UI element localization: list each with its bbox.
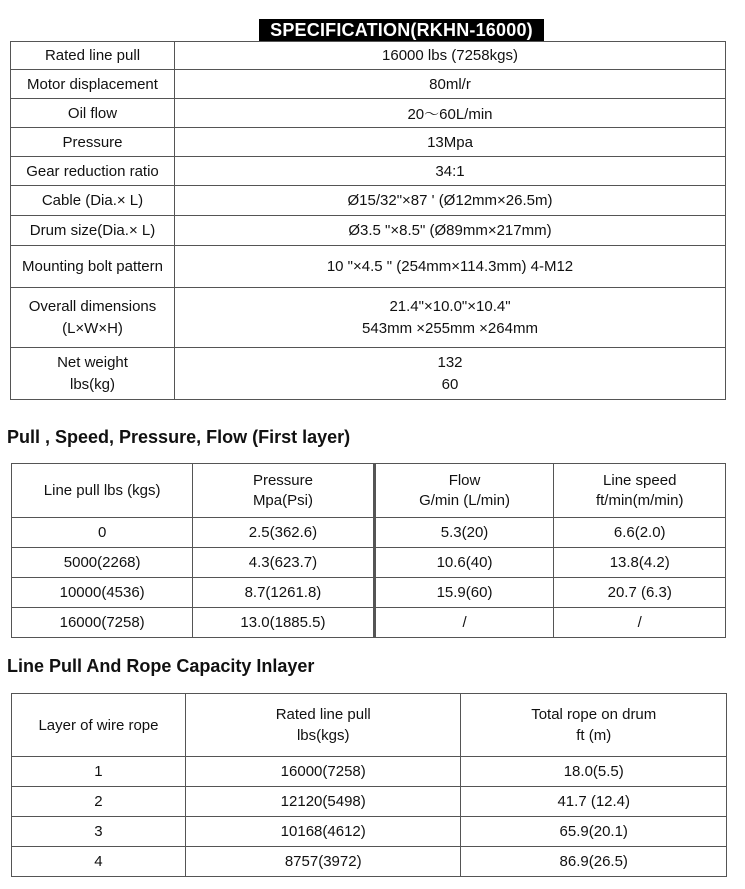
column-header [461,694,727,757]
table-cell: 2 [12,787,186,817]
table-cell: 13.8(4.2) [554,548,726,578]
spec-row [11,246,726,288]
column-header-line: Rated line pull [275,706,371,723]
table-cell: 10168(4612) [185,817,461,847]
table-cell: / [374,608,554,638]
spec-label: Motor displacement [11,70,175,99]
table-cell: 6.6(2.0) [554,518,726,548]
spec-value-line: 132 [437,353,463,371]
spec-value-line: 543mm ×255mm ×264mm [362,319,538,337]
spec-value: 20～60L/min [175,99,726,128]
table-cell: 15.9(60) [374,578,554,608]
table-row [12,787,727,817]
spec-value-line: 60 [441,375,459,393]
spec-label-line: Net weight [57,353,128,371]
column-header-line: Total rope on drum [531,706,657,723]
column-header-line: Layer of wire rope [38,716,159,734]
spec-row [11,128,726,157]
spec-label: Gear reduction ratio [11,157,175,186]
spec-label [11,288,175,348]
column-header-line: Line speed [603,471,677,489]
table-row [12,757,727,787]
column-header-line: ft/min(m/min) [595,491,684,509]
spec-label: Pressure [11,128,175,157]
column-header [185,694,461,757]
table-cell: 20.7 (6.3) [554,578,726,608]
column-header-line: Line pull lbs (kgs) [43,481,161,499]
column-header [193,464,374,518]
spec-value: 80ml/r [175,70,726,99]
table-cell: 12120(5498) [185,787,461,817]
spec-row [11,186,726,216]
table-cell: 5000(2268) [12,548,193,578]
spec-value-line: 21.4"×10.0"×10.4" [389,297,511,315]
spec-label: Oil flow [11,99,175,128]
column-header-line: Pressure [252,471,313,489]
spec-value: 34:1 [175,157,726,186]
header-row [12,464,726,518]
column-header [554,464,726,518]
spec-row [11,99,726,128]
table-cell: 16000(7258) [185,757,461,787]
column-header [12,464,193,518]
perf-heading: Pull , Speed, Pressure, Flow (First layer) [7,427,351,447]
spec-value: Ø15/32"×87 ' (Ø12mm×26.5m) [175,186,726,216]
spec-row [11,216,726,246]
table-cell: 10000(4536) [12,578,193,608]
spec-value [175,348,726,400]
table-row [12,548,726,578]
table-cell: / [554,608,726,638]
spec-value: 10 "×4.5 " (254mm×114.3mm) 4-M12 [175,246,726,288]
table-cell: 65.9(20.1) [461,817,727,847]
spec-title: SPECIFICATION(RKHN-16000) [259,19,544,41]
table-row [12,817,727,847]
spec-row [11,157,726,186]
spec-label-line: Overall dimensions [28,297,157,315]
table-cell: 2.5(362.6) [193,518,374,548]
table-cell: 8757(3972) [185,847,461,877]
spec-label [11,348,175,400]
spec-label: Drum size(Dia.× L) [11,216,175,246]
table-row [12,578,726,608]
perf-table [11,463,726,638]
spec-label: Cable (Dia.× L) [11,186,175,216]
column-header [374,464,554,518]
table-row [12,847,727,877]
column-header-line: Flow [448,471,481,489]
spec-value: 16000 lbs (7258kgs) [175,42,726,70]
table-cell: 13.0(1885.5) [193,608,374,638]
header-row [12,694,727,757]
table-cell: 41.7 (12.4) [461,787,727,817]
table-cell: 5.3(20) [374,518,554,548]
column-header-line: Mpa(Psi) [252,491,313,509]
table-cell: 4.3(623.7) [193,548,374,578]
spec-row [11,348,726,400]
table-cell: 3 [12,817,186,847]
table-cell: 10.6(40) [374,548,554,578]
table-cell: 4 [12,847,186,877]
spec-value: Ø3.5 "×8.5" (Ø89mm×217mm) [175,216,726,246]
table-cell: 1 [12,757,186,787]
spec-label-line: (L×W×H) [62,319,123,337]
table-row [12,518,726,548]
spec-value: 13Mpa [175,128,726,157]
column-header-line: G/min (L/min) [419,491,510,509]
spec-row [11,42,726,70]
spec-row [11,288,726,348]
table-cell: 16000(7258) [12,608,193,638]
spec-table [10,41,726,400]
table-cell: 18.0(5.5) [461,757,727,787]
spec-row [11,70,726,99]
rope-table [11,693,727,877]
spec-value [175,288,726,348]
spec-label: Mounting bolt pattern [11,246,175,288]
column-header-line: ft (m) [576,727,612,744]
table-cell: 86.9(26.5) [461,847,727,877]
table-cell: 8.7(1261.8) [193,578,374,608]
spec-label: Rated line pull [11,42,175,70]
column-header [12,694,186,757]
table-row [12,608,726,638]
rope-heading: Line Pull And Rope Capacity Inlayer [7,656,315,676]
spec-label-line: lbs(kg) [69,375,115,393]
table-cell: 0 [12,518,193,548]
column-header-line: lbs(kgs) [296,727,350,744]
